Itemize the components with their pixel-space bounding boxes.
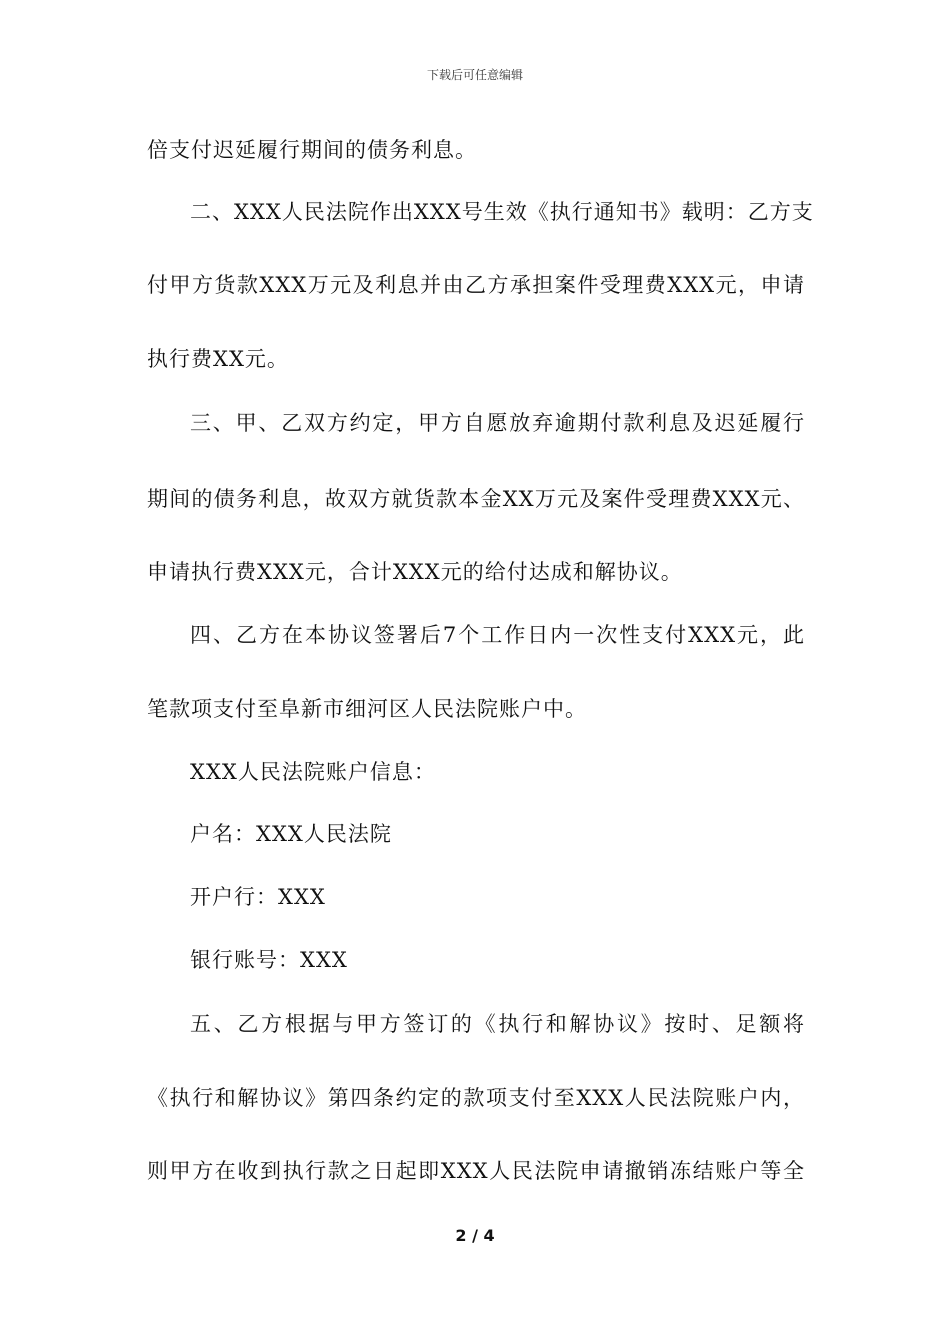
body-line-6: 期间的债务利息，故双方就货款本金XX万元及案件受理费XXX元、 — [147, 487, 805, 511]
account-number: 银行账号：XXX — [190, 948, 348, 972]
body-line-9: 笔款项支付至阜新市细河区人民法院账户中。 — [147, 697, 587, 721]
account-name: 户名：XXX人民法院 — [190, 822, 392, 846]
account-bank: 开户行：XXX — [190, 885, 326, 909]
body-line-1: 倍支付迟延履行期间的债务利息。 — [147, 138, 477, 162]
body-line-16: 则甲方在收到执行款之日起即XXX人民法院申请撤销冻结账户等全 — [147, 1159, 805, 1183]
page-header: 下载后可任意编辑 — [426, 68, 523, 82]
body-line-8: 四、乙方在本协议签署后7个工作日内一次性支付XXX元，此 — [190, 623, 805, 647]
body-line-15: 《执行和解协议》第四条约定的款项支付至XXX人民法院账户内， — [147, 1086, 805, 1110]
body-line-4: 执行费XX元。 — [147, 347, 289, 371]
account-info-title: XXX人民法院账户信息： — [190, 760, 436, 784]
page-number: 2 / 4 — [455, 1226, 495, 1245]
body-line-3: 付甲方货款XXX万元及利息并由乙方承担案件受理费XXX元，申请 — [147, 273, 805, 297]
body-line-5: 三、甲、乙双方约定，甲方自愿放弃逾期付款利息及迟延履行 — [190, 411, 805, 435]
body-line-2: 二、XXX人民法院作出XXX号生效《执行通知书》载明：乙方支 — [190, 200, 814, 224]
body-line-14: 五、乙方根据与甲方签订的《执行和解协议》按时、足额将 — [190, 1012, 805, 1036]
body-line-7: 申请执行费XXX元，合计XXX元的给付达成和解协议。 — [147, 560, 683, 584]
